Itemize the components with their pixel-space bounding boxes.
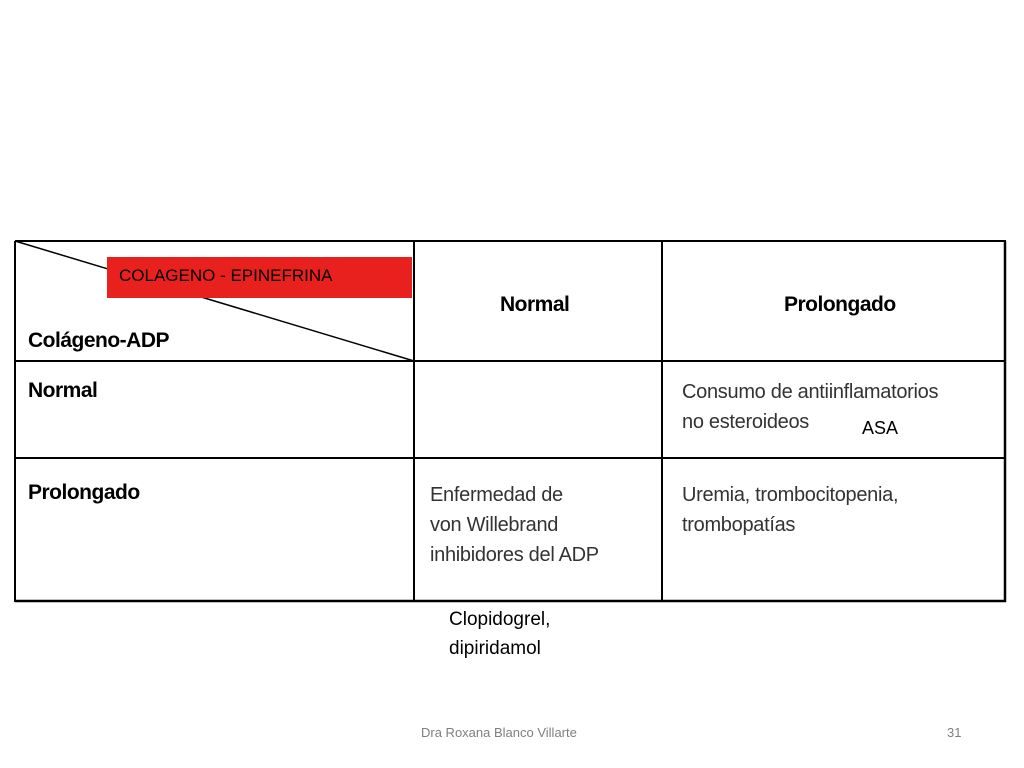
footer-author: Dra Roxana Blanco Villarte xyxy=(421,725,577,740)
corner-header-colageno-adp: Colágeno-ADP xyxy=(28,329,169,352)
slide-number: 31 xyxy=(947,725,962,740)
row-header-prolongado: Prolongado xyxy=(28,481,140,504)
cell-prolongado-normal: Enfermedad de von Willebrand inhibidores del ADP xyxy=(430,484,599,566)
cell-prolongado-prolongado: Uremia, trombocitopenia, trombopatías xyxy=(682,484,899,536)
colageno-epinefrina-label: COLAGENO - EPINEFRINA xyxy=(107,257,412,298)
column-header-prolongado: Prolongado xyxy=(784,293,896,316)
column-header-normal: Normal xyxy=(500,293,570,316)
row-header-normal: Normal xyxy=(28,379,98,402)
clopidogrel-annotation: Clopidogrel, dipiridamol xyxy=(449,609,551,659)
asa-annotation: ASA xyxy=(862,418,899,438)
cell-normal-prolongado: Consumo de antiinflamatorios no esteroideos xyxy=(682,381,939,433)
